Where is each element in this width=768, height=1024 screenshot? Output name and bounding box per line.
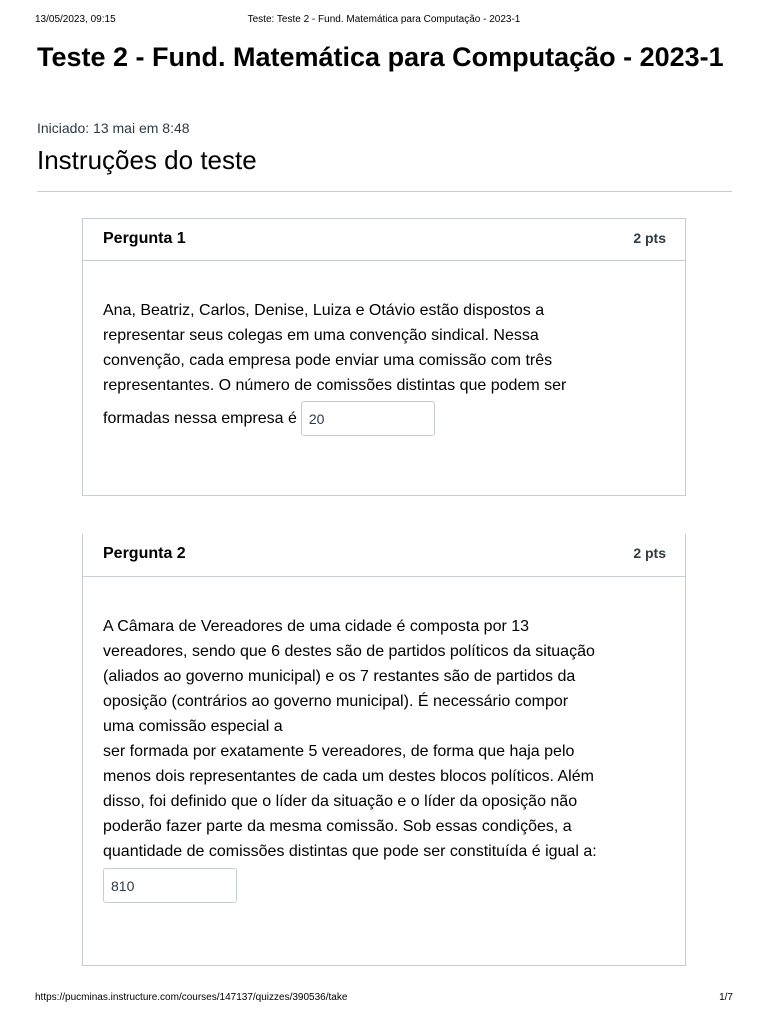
question-text xyxy=(83,577,685,903)
question-text-line: uma comissão especial a xyxy=(103,718,283,735)
question-text-line: convenção, cada empresa pode enviar uma comissão com três xyxy=(103,352,553,369)
quiz-started-timestamp: Iniciado: 13 mai em 8:48 xyxy=(37,120,190,136)
print-page-number: 1/7 xyxy=(719,992,733,1003)
question-text-line: representar seus colegas em uma convenção sindical. Nessa xyxy=(103,327,539,344)
question-points: 2 pts xyxy=(633,545,666,561)
print-document-title: Teste: Teste 2 - Fund. Matemática para Computação - 2023-1 xyxy=(247,14,521,25)
question-text-line: vereadores, sendo que 6 destes são de partidos políticos da situação xyxy=(103,643,595,660)
question-text-line: poderão fazer parte da mesma comissão. Sob essas condições, a xyxy=(103,818,572,835)
answer-prefix: formadas nessa empresa é xyxy=(103,410,297,427)
answer-input[interactable] xyxy=(103,868,237,903)
print-date: 13/05/2023, 09:15 xyxy=(35,14,116,25)
answer-input[interactable] xyxy=(301,401,435,436)
instructions-heading: Instruções do teste xyxy=(37,145,257,175)
question-header xyxy=(83,534,685,577)
question-text-line: Ana, Beatriz, Carlos, Denise, Luiza e Otávio estão dispostos a xyxy=(103,302,545,319)
print-header xyxy=(35,14,733,28)
section-divider xyxy=(37,191,732,192)
question-points: 2 pts xyxy=(633,230,666,246)
question-text-line: A Câmara de Vereadores de uma cidade é composta por 13 xyxy=(103,618,530,635)
print-footer xyxy=(35,992,733,1006)
question-text xyxy=(83,261,685,436)
quiz-title: Teste 2 - Fund. Matemática para Computação - 2023-1 xyxy=(37,42,724,72)
question-name: Pergunta 1 xyxy=(103,230,186,247)
question-text-line: oposição (contrários ao governo municipal). É necessário compor xyxy=(103,693,569,710)
question-2 xyxy=(82,534,686,966)
question-text-line: disso, foi definido que o líder da situação e o líder da oposição não xyxy=(103,793,578,810)
question-text-line: menos dois representantes de cada um destes blocos políticos. Além xyxy=(103,768,594,785)
question-header xyxy=(83,219,685,261)
question-text-line: representantes. O número de comissões distintas que podem ser xyxy=(103,377,567,394)
question-text-line: (aliados ao governo municipal) e os 7 restantes são de partidos da xyxy=(103,668,576,685)
question-text-line: ser formada por exatamente 5 vereadores, de forma que haja pelo xyxy=(103,743,575,760)
answer-line xyxy=(103,401,665,436)
question-name: Pergunta 2 xyxy=(103,545,186,562)
print-url: https://pucminas.instructure.com/courses/147137/quizzes/390536/take xyxy=(35,992,348,1003)
question-1 xyxy=(82,218,686,496)
question-text-line: quantidade de comissões distintas que pode ser constituída é igual a: xyxy=(103,843,597,860)
